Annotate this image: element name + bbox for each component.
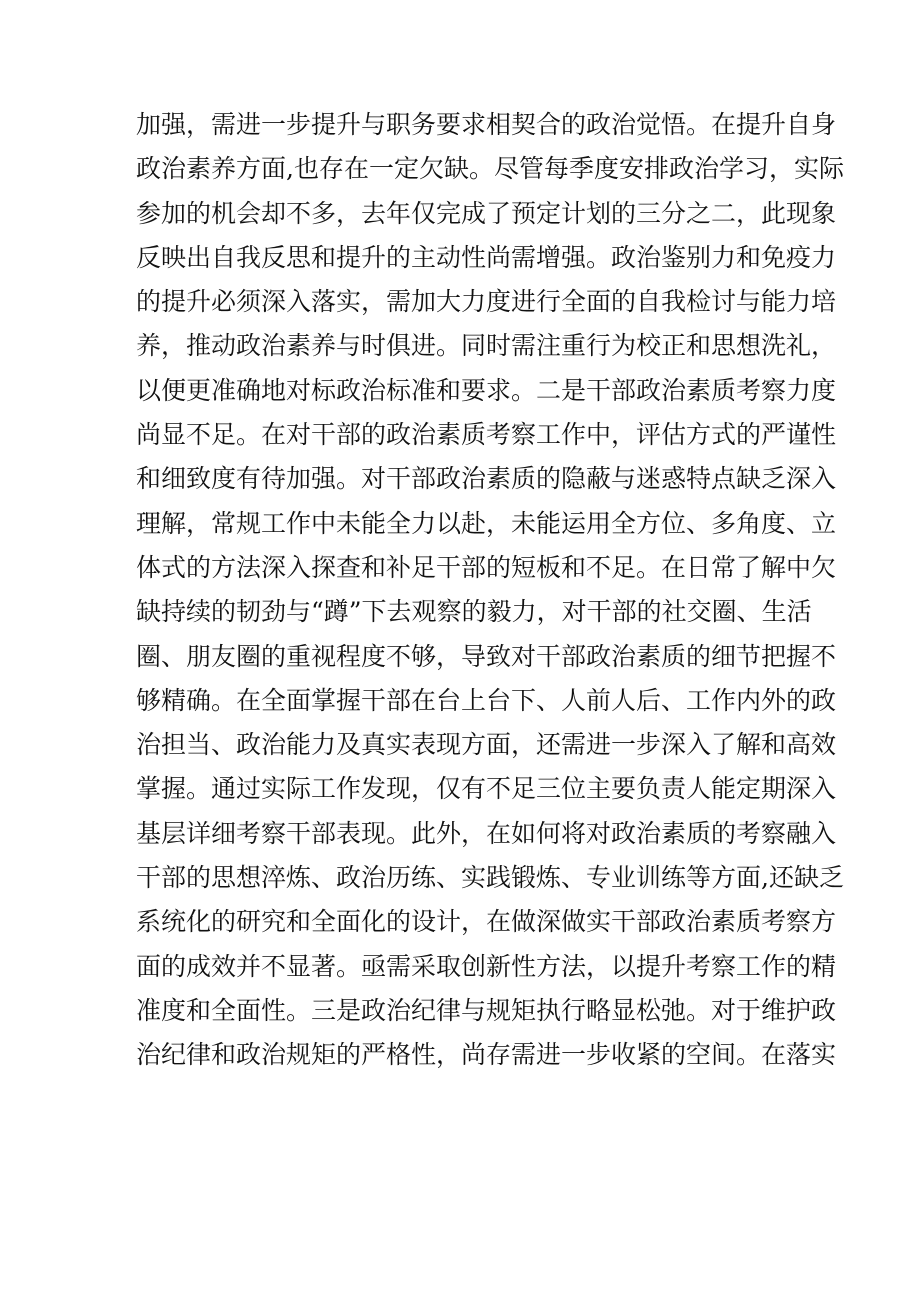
text-line: 反映出自我反思和提升的主动性尚需增强。政治鉴别力和免疫力 <box>136 242 837 272</box>
text-line: 养，推动政治素养与时俱进。同时需注重行为校正和思想洗礼， <box>136 331 837 361</box>
text-line: 加强，需进一步提升与职务要求相契合的政治觉悟。在提升自身 <box>136 110 837 139</box>
text-line: 治担当、政治能力及真实表现方面，还需进一步深入了解和高效 <box>136 730 837 760</box>
text-line: 面的成效并不显著。亟需采取创新性方法，以提升考察工作的精 <box>136 951 837 981</box>
text-line: 干部的思想淬炼、政治历练、实践锻炼、专业训练等方面,还缺乏 <box>136 863 844 893</box>
text-line: 圈、朋友圈的重视程度不够，导致对干部政治素质的细节把握不 <box>136 641 837 671</box>
text-line: 以便更准确地对标政治标准和要求。二是干部政治素质考察力度 <box>136 375 837 405</box>
text-line: 参加的机会却不多，去年仅完成了预定计划的三分之二，此现象 <box>136 198 837 228</box>
text-line: 基层详细考察干部表现。此外，在如何将对政治素质的考察融入 <box>136 818 837 848</box>
text-line: 和细致度有待加强。对干部政治素质的隐蔽与迷惑特点缺乏深入 <box>136 464 837 494</box>
text-line: 够精确。在全面掌握干部在台上台下、人前人后、工作内外的政 <box>136 685 837 715</box>
text-line: 系统化的研究和全面化的设计，在做深做实干部政治素质考察方 <box>136 907 837 937</box>
text-line: 掌握。通过实际工作发现，仅有不足三位主要负责人能定期深入 <box>136 774 837 804</box>
text-line: 尚显不足。在对干部的政治素质考察工作中，评估方式的严谨性 <box>136 420 837 450</box>
text-line: 体式的方法深入探查和补足干部的短板和不足。在日常了解中欠 <box>136 552 837 582</box>
text-line: 的提升必须深入落实，需加大力度进行全面的自我检讨与能力培 <box>136 287 837 317</box>
text-line: 缺持续的韧劲与“蹲”下去观察的毅力，对干部的社交圈、生活 <box>136 597 812 627</box>
text-line: 准度和全面性。三是政治纪律与规矩执行略显松弛。对于维护政 <box>136 995 837 1025</box>
text-line: 理解，常规工作中未能全力以赴，未能运用全方位、多角度、立 <box>136 508 837 538</box>
text-line: 政治素养方面,也存在一定欠缺。尽管每季度安排政治学习，实际 <box>136 154 844 184</box>
text-line: 治纪律和政治规矩的严格性，尚存需进一步收紧的空间。在落实 <box>136 1040 837 1070</box>
body-text <box>136 103 844 1078</box>
